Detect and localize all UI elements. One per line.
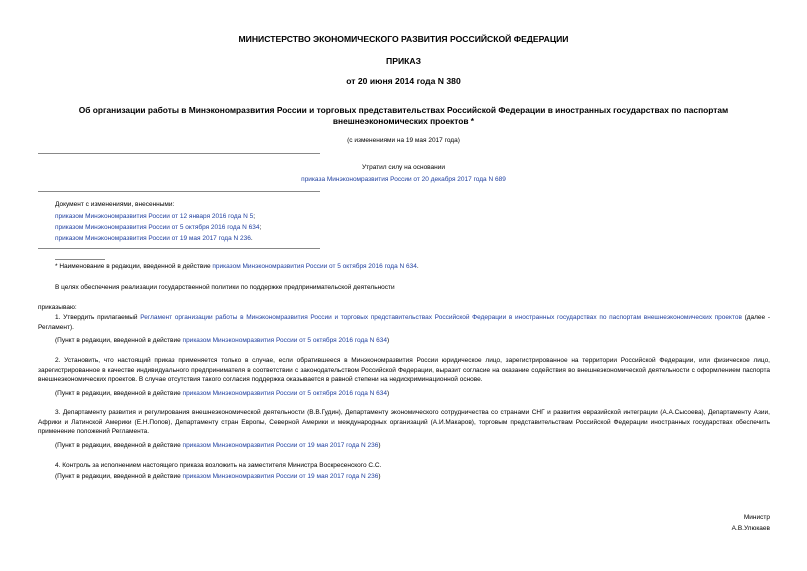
item-note-link[interactable]: приказом Минэкономразвития России от 19 мая 2017 года N 236 <box>182 473 379 480</box>
document-title-line2: внешнеэкономических проектов * <box>332 116 475 126</box>
signature-role: Министр <box>743 514 770 521</box>
amendments-intro: Документ с изменениями, внесенными: <box>55 201 175 208</box>
amendment-link[interactable]: приказом Минэкономразвития России от 19 мая 2017 года N 236 <box>55 235 251 242</box>
item-note-link[interactable]: приказом Минэкономразвития России от 5 октября 2016 года N 634 <box>182 390 388 397</box>
amendment-item: приказом Минэкономразвития России от 5 октября 2016 года N 634; <box>55 224 262 231</box>
order-item-1: 1. Утвердить прилагаемый Регламент организации работы в Минэкономразвития России и торговых представительствах Российской Федерации в иностранных государствах по паспортам внешнеэкономических проектов (далее - Регламент). <box>38 314 770 331</box>
lost-force-link-line <box>0 175 807 185</box>
item-note: (Пункт в редакции, введенной в действие приказом Минэкономразвития России от 19 мая 2017 года N 236) <box>55 442 381 449</box>
order-item-4: 4. Контроль за исполнением настоящего приказа возложить на заместителя Министра Воскресенского С.С. <box>55 462 382 469</box>
item-note: (Пункт в редакции, введенной в действие приказом Минэкономразвития России от 19 мая 2017 года N 236) <box>55 473 381 480</box>
regulation-link[interactable]: Регламент организации работы в Минэкономразвития России и торговых представительствах Российской Федерации в иностранных государствах по паспортам внешнеэкономических проектов <box>140 314 742 321</box>
signature-name: А.В.Улюкаев <box>731 525 770 532</box>
amendment-item: приказом Минэкономразвития России от 19 мая 2017 года N 236. <box>55 235 253 242</box>
item-note-link[interactable]: приказом Минэкономразвития России от 5 октября 2016 года N 634 <box>182 337 388 344</box>
lost-force-link[interactable]: приказа Минэкономразвития России от 20 декабря 2017 года N 689 <box>301 176 506 183</box>
footnote: * Наименование в редакции, введенной в действие приказом Минэкономразвития России от 5 октября 2016 года N 634. <box>55 263 419 270</box>
item-note: (Пункт в редакции, введенной в действие приказом Минэкономразвития России от 5 октября 2016 года N 634) <box>55 390 390 397</box>
order-item-2: 2. Установить, что настоящий приказ применяется только в случае, если обратившееся в Минэкономразвития России юридическое лицо, зарегистрированное на территории Российской Федерации, или физическое лицо, зарегистрированное в качестве индивидуального предпринимателя в соответствии с законодательством Российской Федерации, выразит согласие на оказание содействия во внешнеэкономической деятельности с оформлением паспорта внешнеэкономических проектов. В случае отсутствия такого согласия поддержка оказывается в равной степени на недискриминационной основе. <box>38 357 770 384</box>
separator-rule <box>38 153 320 154</box>
doc-type-heading: ПРИКАЗ <box>386 56 421 66</box>
document-title-line1: Об организации работы в Минэкономразвития России и торговых представительствах Российской Федерации в иностранных государствах по паспортам <box>78 105 729 115</box>
item-note: (Пункт в редакции, введенной в действие приказом Минэкономразвития России от 5 октября 2016 года N 634) <box>55 337 390 344</box>
date-number: от 20 июня 2014 года N 380 <box>346 76 461 86</box>
order-item-3: 3. Департаменту развития и регулирования внешнеэкономической деятельности (В.В.Гудин), Департаменту экономического сотрудничества со странами СНГ и развития евразийской интеграции (А.А.Сысоева), Департаменту Азии, Африки и Латинской Америки (Е.Н.Попов), Департаменту стран Европы, Северной Америки и международных организаций (А.И.Макаров), торговым представительствам Российской Федерации иностранных государствах обеспечить применение положений Регламента. <box>38 409 770 436</box>
preamble: В целях обеспечения реализации государственной политики по поддержке предпринимательской деятельности <box>55 284 395 291</box>
separator-rule <box>38 248 320 249</box>
footnote-rule <box>55 259 105 260</box>
item-note-link[interactable]: приказом Минэкономразвития России от 19 мая 2017 года N 236 <box>182 442 379 449</box>
order-word: приказываю: <box>38 304 77 311</box>
amendment-item: приказом Минэкономразвития России от 12 января 2016 года N 5; <box>55 213 256 220</box>
amendment-link[interactable]: приказом Минэкономразвития России от 12 января 2016 года N 5 <box>55 213 254 220</box>
ministry-heading: МИНИСТЕРСТВО ЭКОНОМИЧЕСКОГО РАЗВИТИЯ РОССИЙСКОЙ ФЕДЕРАЦИИ <box>238 34 569 44</box>
amendment-link[interactable]: приказом Минэкономразвития России от 5 октября 2016 года N 634 <box>55 224 260 231</box>
separator-rule <box>38 191 320 192</box>
footnote-link[interactable]: приказом Минэкономразвития России от 5 октября 2016 года N 634 <box>212 263 417 270</box>
revision-note: (с изменениями на 19 мая 2017 года) <box>347 137 460 144</box>
lost-force-text: Утратил силу на основании <box>361 164 446 171</box>
